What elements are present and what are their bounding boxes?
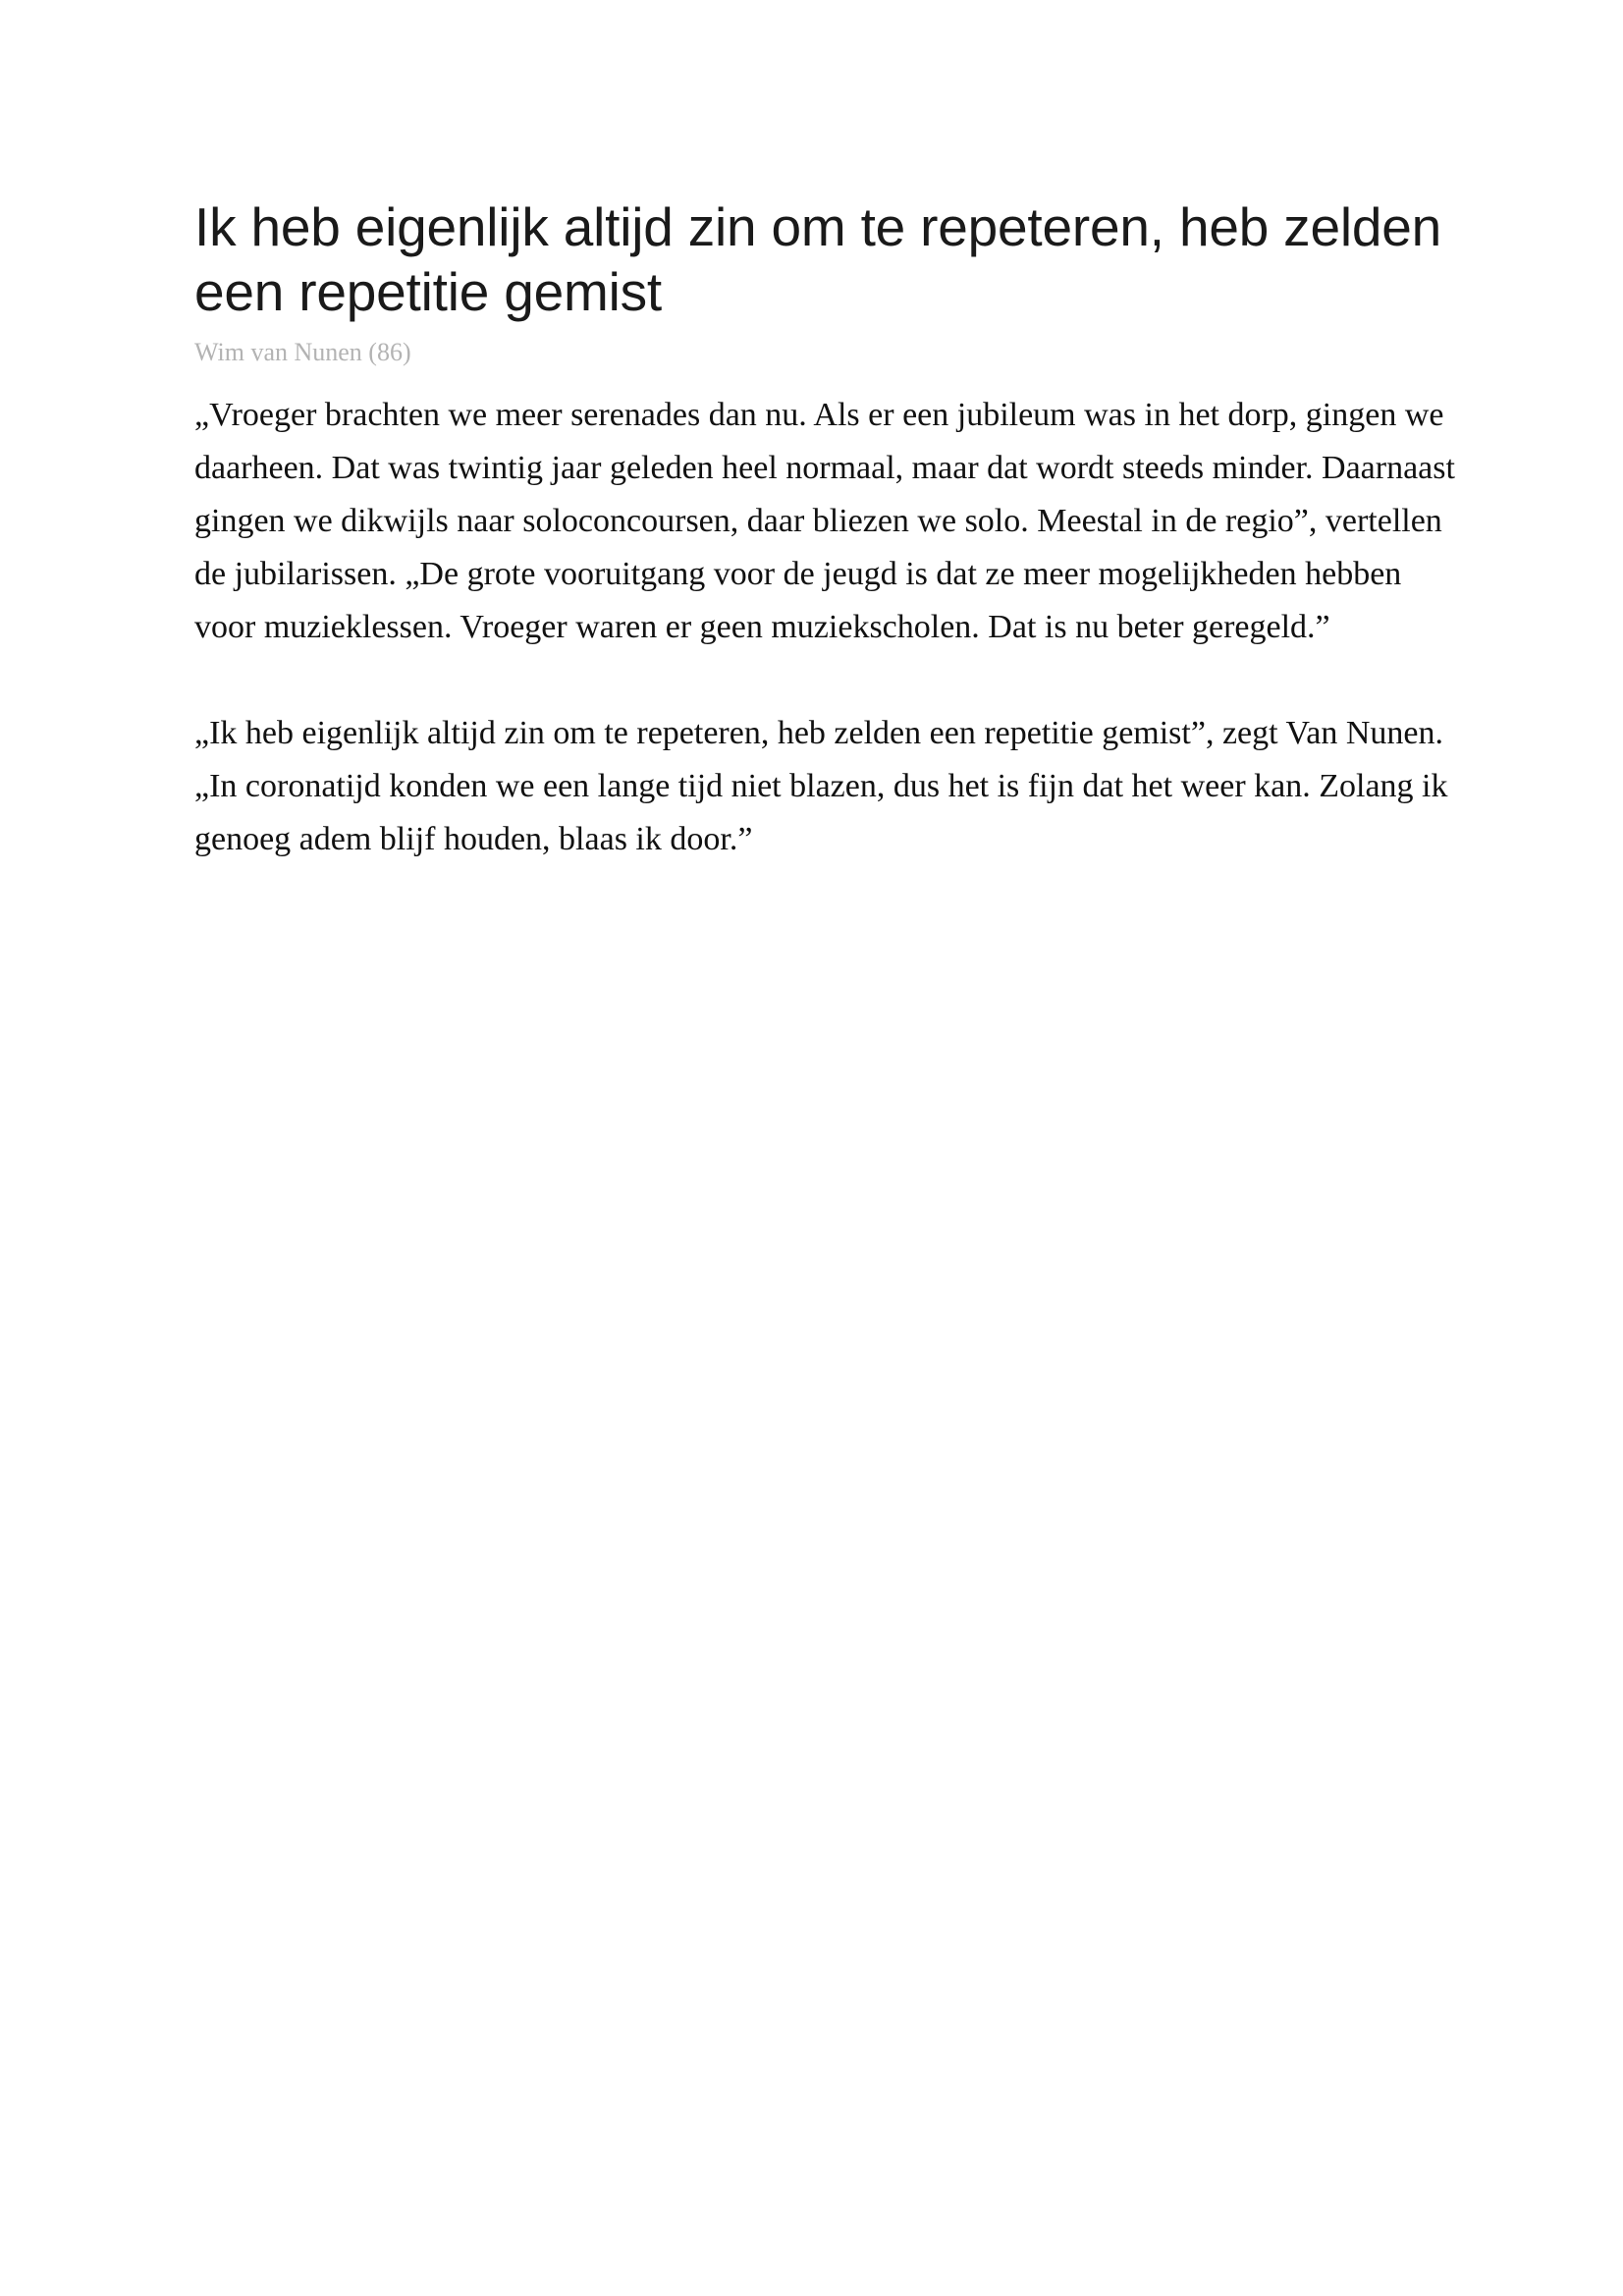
article-paragraph: „Vroeger brachten we meer serenades dan nu. Als er een jubileum was in het dorp, gingen we daarheen. Dat was twintig jaar geleden heel normaal, maar dat wordt steeds minder. Daarnaast gingen we dikwijls naar soloconcoursen, daar bliezen we solo. Meestal in de regio”, vertellen de jubilarissen. „De grote vooruitgang voor de jeugd is dat ze meer mogelijkheden hebben voor muzieklessen. Vroeger waren er geen muziekscholen. Dat is nu beter geregeld.”	[194, 397, 1455, 645]
article-byline: Wim van Nunen (86)	[194, 338, 411, 366]
article-paragraph: „Ik heb eigenlijk altijd zin om te repeteren, heb zelden een repetitie gemist”, zegt Van Nunen. „In coronatijd konden we een lange tijd niet blazen, dus het is fijn dat het weer kan. Zolang ik genoeg adem blijf houden, blaas ik door.”	[194, 715, 1448, 857]
article-headline: Ik heb eigenlijk altijd zin om te repeteren, heb zelden een repetitie gemist	[194, 196, 1442, 322]
article	[194, 194, 1461, 866]
